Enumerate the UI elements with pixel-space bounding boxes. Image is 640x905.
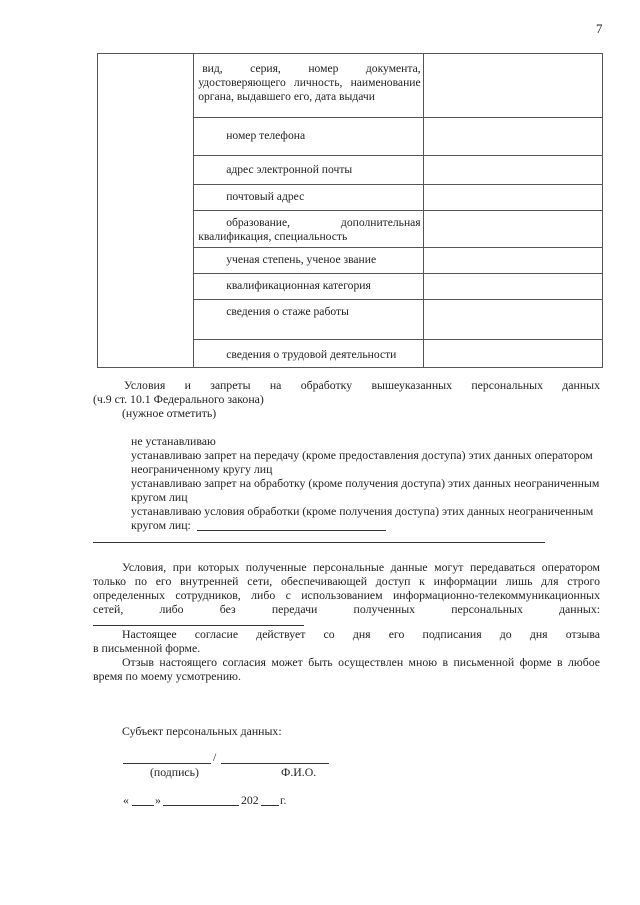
- table-cell: [194, 118, 423, 156]
- transfer-text-3: определенных сотрудников, либо с использованием информационно-телекоммуникационных: [93, 588, 600, 602]
- row-label-postal-address: почтовый адрес: [226, 190, 305, 203]
- transfer-text-2: только по его внутренней сети, обеспечивающей доступ к информации лишь для строго: [93, 574, 600, 588]
- table-cell: [194, 54, 423, 118]
- transfer-text-1: Условия, при которых полученные персональные данные могут передаваться оператором: [122, 560, 600, 574]
- row-label-qualification: квалификационная категория: [226, 279, 371, 292]
- option-ban-processing[interactable]: устанавливаю запрет на обработку (кроме получения доступа) этих данных неограниченным: [131, 476, 600, 490]
- option-ban-transfer-cont: неограниченному кругу лиц: [131, 462, 273, 476]
- conditions-heading: Условия и запреты на обработку вышеуказанных персональных данных: [124, 378, 600, 392]
- table-cell: [194, 211, 423, 248]
- name-line[interactable]: [221, 763, 329, 764]
- table-cell: [194, 274, 423, 300]
- revocation-text-1: Отзыв настоящего согласия может быть осуществлен мною в письменной форме в любое: [122, 655, 600, 669]
- row-label-education: образование, дополнительная квалификация, специальность: [198, 216, 421, 243]
- option-ban-transfer[interactable]: устанавливаю запрет на передачу (кроме предоставления доступа) этих данных оператором: [131, 448, 593, 462]
- row-label-degree: ученая степень, ученое звание: [226, 253, 377, 266]
- table-cell: [194, 340, 423, 368]
- value-cell[interactable]: [423, 300, 602, 340]
- table-row: [98, 54, 603, 118]
- subject-label: Субъект персональных данных:: [122, 724, 282, 738]
- validity-text-1: Настоящее согласие действует со дня его подписания до дня отзыва: [122, 627, 600, 641]
- row-label-experience: сведения о стаже работы: [226, 305, 349, 318]
- date-day-line[interactable]: [132, 805, 154, 806]
- transfer-text-4: сетей, либо без передачи полученных персональных данных:: [93, 602, 600, 616]
- row-label-phone: номер телефона: [226, 129, 306, 142]
- conditions-heading-law: (ч.9 ст. 10.1 Федерального закона): [93, 392, 264, 406]
- value-cell[interactable]: [423, 118, 602, 156]
- conditions-note: (нужное отметить): [122, 406, 217, 420]
- conditions-fill-line-2[interactable]: [93, 542, 545, 543]
- table-cell: [194, 156, 423, 185]
- value-cell[interactable]: [423, 211, 602, 248]
- option-ban-processing-cont: кругом лиц: [131, 490, 188, 504]
- value-cell[interactable]: [423, 274, 602, 300]
- date-month-line[interactable]: [163, 805, 239, 806]
- table-cell: [194, 248, 423, 274]
- signature-separator: /: [213, 750, 217, 764]
- row-label-employment: сведения о трудовой деятельности: [226, 348, 397, 361]
- date-open-quote: «: [123, 793, 129, 807]
- row-label-email: адрес электронной почты: [226, 163, 353, 176]
- table-cell: [194, 300, 423, 340]
- value-cell[interactable]: [423, 185, 602, 211]
- transfer-fill-line[interactable]: [93, 625, 304, 626]
- value-cell[interactable]: [423, 248, 602, 274]
- date-year-line[interactable]: [261, 805, 279, 806]
- row-label-document: вид, серия, номер документа, удостоверяющего личность, наименование органа, выдавшего его, дата выдачи: [198, 62, 421, 103]
- table-cell: [194, 185, 423, 211]
- category-cell: [98, 54, 194, 368]
- revocation-text-2: время по моему усмотрению.: [93, 669, 241, 683]
- value-cell[interactable]: [423, 340, 602, 368]
- name-caption: Ф.И.О.: [281, 765, 317, 779]
- date-year-prefix: 202: [241, 793, 259, 807]
- option-no-restrictions[interactable]: не устанавливаю: [131, 434, 216, 448]
- date-year-suffix: г.: [280, 793, 287, 807]
- signature-line[interactable]: [123, 763, 211, 764]
- date-close-quote: »: [155, 793, 161, 807]
- value-cell[interactable]: [423, 54, 602, 118]
- conditions-fill-line[interactable]: [197, 530, 386, 531]
- personal-data-table: [97, 53, 603, 368]
- option-set-conditions-cont: кругом лиц:: [131, 518, 191, 532]
- validity-text-2: в письменной форме.: [93, 641, 201, 655]
- option-set-conditions[interactable]: устанавливаю условия обработки (кроме получения доступа) этих данных неограниченным: [131, 504, 594, 518]
- value-cell[interactable]: [423, 156, 602, 185]
- signature-caption: (подпись): [150, 765, 199, 779]
- page-number: 7: [596, 21, 603, 36]
